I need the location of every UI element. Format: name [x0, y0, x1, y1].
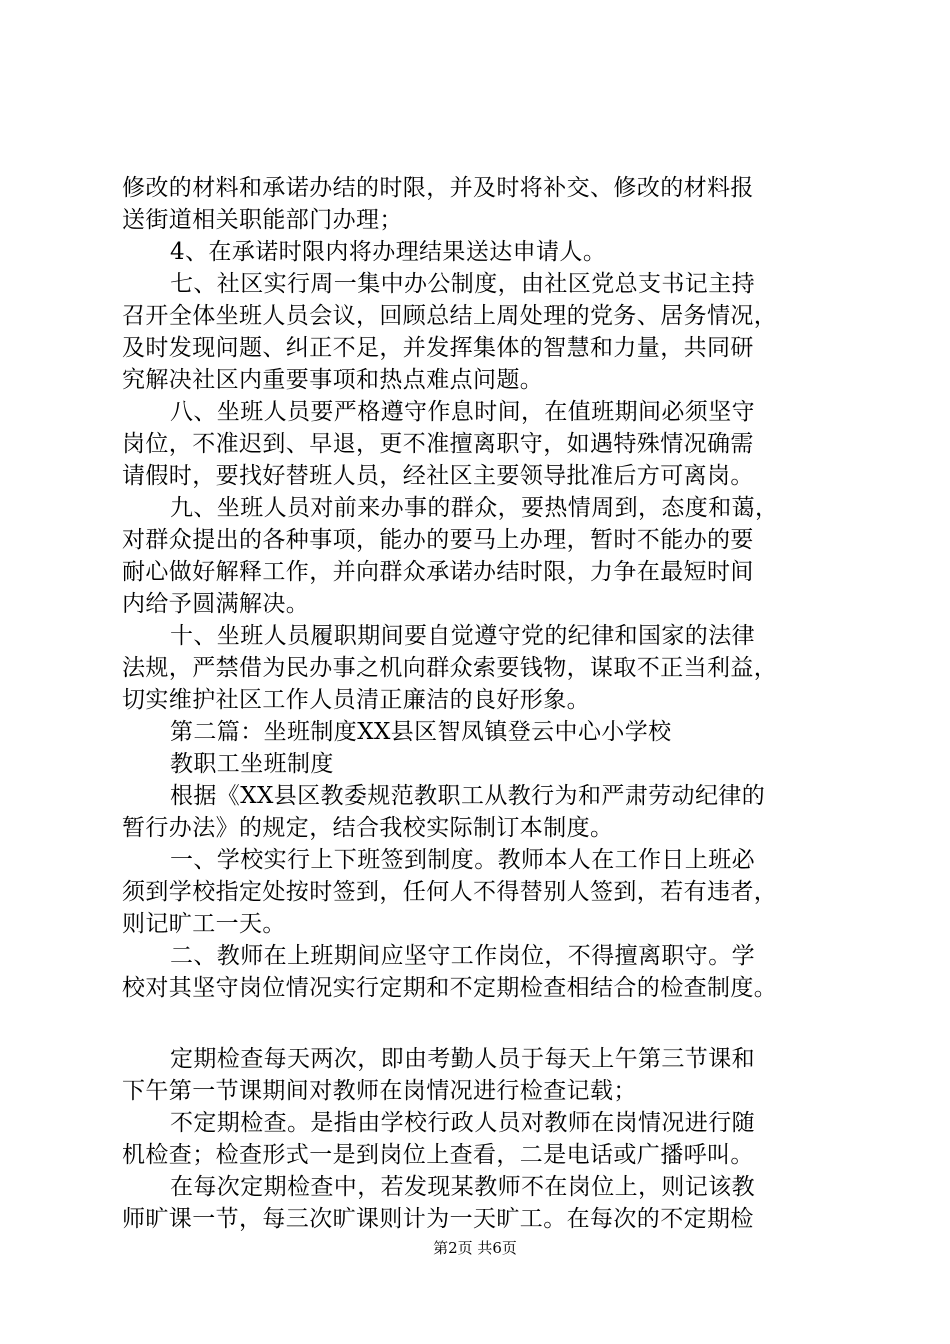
- text-line: 九、坐班人员对前来办事的群众，要热情周到，态度和蔼，: [170, 495, 779, 521]
- page-footer: 第2页 共6页: [433, 1239, 517, 1257]
- text-line: 内给予圆满解决。: [122, 591, 310, 617]
- text-line: 须到学校指定处按时签到，任何人不得替别人签到，若有违者，: [122, 879, 778, 905]
- text-line: 校对其坚守岗位情况实行定期和不定期检查相结合的检查制度。: [122, 975, 778, 1001]
- text-line: 请假时，要找好替班人员，经社区主要领导批准后方可离岗。: [122, 463, 754, 489]
- text-line: 岗位，不准迟到、早退，更不准擅离职守，如遇特殊情况确需: [122, 431, 754, 457]
- text-line: 切实维护社区工作人员清正廉洁的良好形象。: [122, 687, 590, 713]
- text-line: 4、在承诺时限内将办理结果送达申请人。: [170, 239, 607, 265]
- text-line: 机检查；检查形式一是到岗位上查看，二是电话或广播呼叫。: [122, 1142, 754, 1168]
- text-line: 及时发现问题、纠正不足，并发挥集体的智慧和力量，共同研: [122, 335, 754, 361]
- text-line: 师旷课一节，每三次旷课则计为一天旷工。在每次的不定期检: [122, 1206, 754, 1232]
- text-line: 对群众提出的各种事项，能办的要马上办理，暂时不能办的要: [122, 527, 754, 553]
- text-line: 法规，严禁借为民办事之机向群众索要钱物，谋取不正当利益，: [122, 655, 778, 681]
- text-line: 究解决社区内重要事项和热点难点问题。: [122, 367, 544, 393]
- text-line: 送街道相关职能部门办理；: [122, 207, 403, 233]
- text-line: 则记旷工一天。: [122, 911, 286, 937]
- text-line: 定期检查每天两次，即由考勤人员于每天上午第三节课和: [170, 1046, 755, 1072]
- text-line: 召开全体坐班人员会议，回顾总结上周处理的党务、居务情况，: [122, 303, 778, 329]
- text-line: 在每次定期检查中，若发现某教师不在岗位上，则记该教: [170, 1174, 755, 1200]
- text-line: 八、坐班人员要严格遵守作息时间，在值班期间必须坚守: [170, 399, 755, 425]
- text-line: 下午第一节课期间对教师在岗情况进行检查记载；: [122, 1078, 637, 1104]
- text-line: 十、坐班人员履职期间要自觉遵守党的纪律和国家的法律: [170, 623, 755, 649]
- text-line: 教职工坐班制度: [170, 751, 334, 777]
- text-line: 暂行办法》的规定，结合我校实际制订本制度。: [122, 815, 614, 841]
- text-line: 七、社区实行周一集中办公制度，由社区党总支书记主持: [170, 271, 755, 297]
- text-line: 不定期检查。是指由学校行政人员对教师在岗情况进行随: [170, 1110, 755, 1136]
- text-line: 根据《XX县区教委规范教职工从教行为和严肃劳动纪律的: [170, 783, 766, 809]
- text-line: 修改的材料和承诺办结的时限，并及时将补交、修改的材料报: [122, 175, 754, 201]
- text-line: 二、教师在上班期间应坚守工作岗位，不得擅离职守。学: [170, 943, 755, 969]
- document-body: [122, 172, 842, 1235]
- text-line: 第二篇：坐班制度XX县区智凤镇登云中心小学校: [170, 719, 672, 745]
- paragraph-gap: [122, 1004, 842, 1043]
- text-line: 一、学校实行上下班签到制度。教师本人在工作日上班必: [170, 847, 755, 873]
- text-line: 耐心做好解释工作，并向群众承诺办结时限，力争在最短时间: [122, 559, 754, 585]
